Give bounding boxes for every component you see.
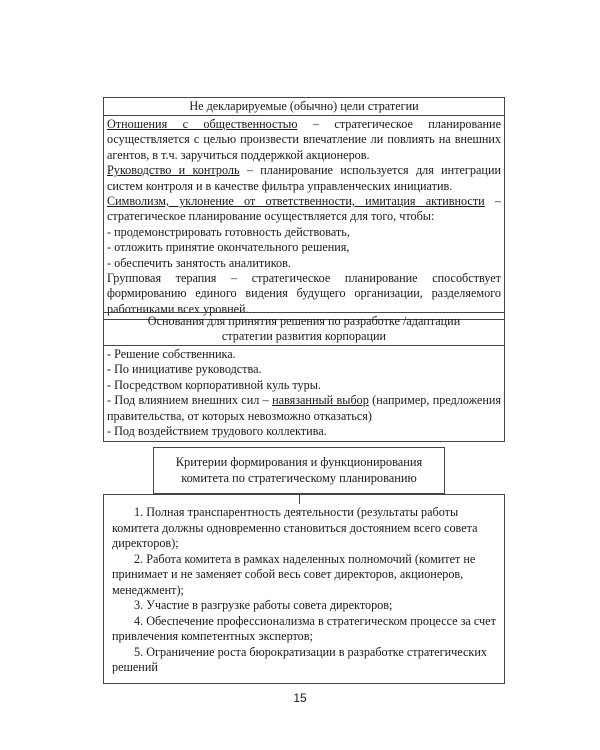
list-item (107, 393, 501, 424)
paragraph-management-control (107, 163, 501, 194)
list-item: - Под воздействием трудового коллектива. (107, 424, 327, 439)
criteria-item: 2. Работа комитета в рамках наделенных полномочий (комитет не принимает и не заменяет собой весь совет директоров, акционеров, менеджмент); (112, 551, 476, 597)
paragraph-group-therapy: Групповая терапия – стратегическое планирование способствует формированию единого видения будущего организации, разделяемого работниками всех уровней. (107, 271, 501, 316)
page-number: 15 (293, 691, 307, 705)
term-public-relations: Отношения с общественностью (107, 117, 298, 131)
criteria-list-box (103, 494, 505, 684)
title-line: Критерии формирования и функционирования (175, 455, 423, 469)
list-item: - Посредством корпоративной куль туры. (107, 377, 321, 392)
list-item: - продемонстрировать готовность действовать, (107, 224, 350, 239)
text-symbolism: – стратегическое планирование осуществляется для того, чтобы: (107, 194, 502, 224)
list-item: - отложить принятие окончательного решения, (107, 240, 350, 255)
criteria-item: 4. Обеспечение профессионализма в стратегическом процессе за счет привлечения компетентных экспертов; (112, 613, 496, 643)
paragraph-public-relations (107, 117, 501, 163)
text-management-control: – планирование используется для интеграции систем контроля и в качестве фильтра управленческих инициатив. (107, 163, 501, 193)
table-body (104, 346, 504, 441)
criteria-title-box (153, 447, 445, 494)
strategy-goals-table (103, 97, 505, 320)
list-item: - обеспечить занятость аналитиков. (107, 255, 291, 270)
criteria-item: 1. Полная транспарентность деятельности (результаты работы комитета должны одновременно становиться достоянием всего совета директоров); (112, 505, 478, 550)
decision-grounds-table (103, 312, 505, 442)
criteria-item: 3. Участие в разгрузке работы совета директоров; (134, 598, 393, 612)
list-item: - По инициативе руководства. (107, 362, 262, 377)
item-text: - Под влиянием внешних сил – (107, 393, 273, 408)
list-item: - Решение собственника. (107, 347, 236, 361)
header-line: стратегии развития корпорации (221, 329, 387, 343)
paragraph-symbolism (107, 194, 501, 225)
table-header (104, 313, 504, 346)
term-management-control: Руководство и контроль (107, 163, 240, 178)
term-imposed-choice: навязанный выбор (272, 393, 369, 408)
title-line: комитета по стратегическому планированию (181, 470, 417, 485)
table-body (104, 116, 504, 319)
criteria-item: 5. Ограничение роста бюрократизации в разработке стратегических решений (112, 644, 487, 674)
header-line: Основания для принятия решения по разработке /адаптации (147, 314, 461, 328)
item-text: (например, предложения правительства, от которых невозможно отказаться) (107, 393, 501, 423)
table-header: Не декларируемые (обычно) цели стратегии (104, 98, 504, 116)
text-public-relations: – стратегическое планирование осуществляется с целью произвести впечатление ли повлиять на внешних агентов, в т.ч. заручиться поддержкой акционеров. (107, 117, 501, 162)
term-symbolism: Символизм, уклонение от ответственности, имитация активности (107, 194, 485, 209)
